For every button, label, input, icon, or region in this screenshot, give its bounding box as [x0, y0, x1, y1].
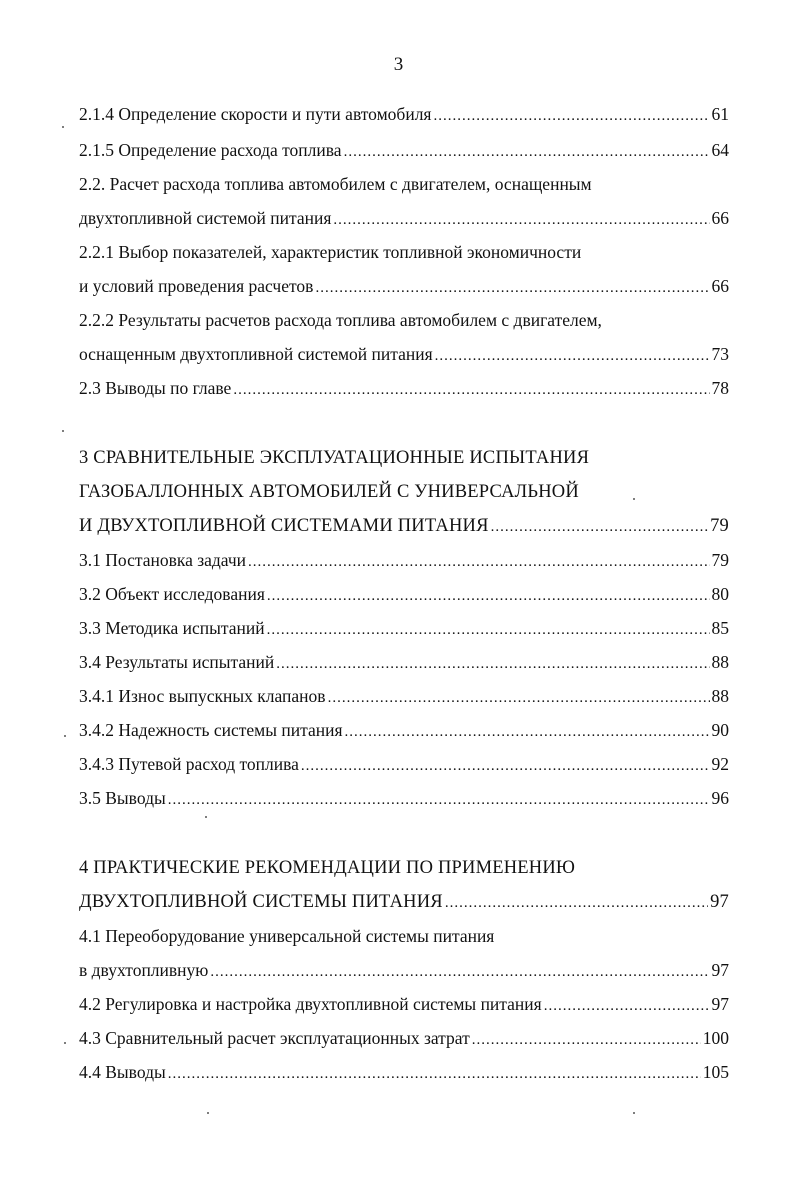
- dot-leader: [345, 719, 710, 745]
- toc-entry: [79, 581, 729, 607]
- toc-entry: [79, 1025, 729, 1051]
- toc-entry: [79, 751, 729, 777]
- toc-entry-title: в двухтопливную: [79, 960, 209, 980]
- toc-entry-title: оснащенным двухтопливной системой питания: [79, 344, 433, 364]
- toc-heading-line: [79, 923, 729, 949]
- dot-leader: [276, 651, 709, 677]
- toc-page-number: 97: [711, 994, 729, 1014]
- scan-speck: [62, 126, 64, 128]
- toc-heading-line: [79, 239, 729, 265]
- page-number: 3: [393, 54, 404, 75]
- toc-entry: [79, 785, 729, 811]
- dot-leader: [333, 207, 709, 233]
- toc-entry-title: 2.1.5 Определение расхода топлива: [79, 140, 342, 160]
- toc-page-number: 61: [711, 104, 729, 124]
- toc-page-number: 100: [702, 1028, 729, 1048]
- toc-entry: [79, 957, 729, 983]
- toc-entry: [79, 889, 729, 915]
- toc-entry: [79, 547, 729, 573]
- scan-speck: [205, 816, 207, 818]
- toc-page-number: 80: [711, 584, 729, 604]
- toc-entry-title: 3.4.3 Путевой расход топлива: [79, 754, 299, 774]
- toc-page-number: 73: [711, 344, 729, 364]
- toc-page-number: 66: [711, 208, 729, 228]
- toc-entry-title: 3.4 Результаты испытаний: [79, 652, 275, 672]
- toc-entry: [79, 101, 729, 127]
- toc-entry: [79, 991, 729, 1017]
- dot-leader: [472, 1027, 701, 1053]
- toc-heading-line: [79, 479, 729, 505]
- toc-entry-title: 2.2.2 Результаты расчетов расхода топлива автомобилем с двигателем,: [79, 310, 602, 330]
- toc-entry-title: 3.5 Выводы: [79, 788, 166, 808]
- toc-entry: [79, 137, 729, 163]
- toc-entry-title: 4.3 Сравнительный расчет эксплуатационных затрат: [79, 1028, 470, 1048]
- toc-entry: [79, 717, 729, 743]
- dot-leader: [445, 890, 708, 916]
- toc-heading-line: [79, 445, 729, 471]
- toc-entry-title: 3.2 Объект исследования: [79, 584, 265, 604]
- toc-entry-title: 3 СРАВНИТЕЛЬНЫЕ ЭКСПЛУАТАЦИОННЫЕ ИСПЫТАНИЯ: [79, 448, 590, 468]
- scan-speck: [64, 735, 66, 737]
- toc-page-number: 85: [711, 618, 729, 638]
- toc-entry-title: 4.2 Регулировка и настройка двухтопливной системы питания: [79, 994, 542, 1014]
- toc-heading-line: [79, 855, 729, 881]
- toc-entry-title: 4.1 Переоборудование универсальной системы питания: [79, 926, 495, 946]
- toc-entry-title: 3.4.2 Надежность системы питания: [79, 720, 343, 740]
- toc-entry-title: ДВУХТОПЛИВНОЙ СИСТЕМЫ ПИТАНИЯ: [79, 892, 443, 912]
- toc-entry-title: 4 ПРАКТИЧЕСКИЕ РЕКОМЕНДАЦИИ ПО ПРИМЕНЕНИЮ: [79, 858, 576, 878]
- toc-page-number: 88: [711, 652, 729, 672]
- toc-page-number: 88: [711, 686, 729, 706]
- toc-heading-line: [79, 171, 729, 197]
- scan-speck: [207, 1112, 209, 1114]
- toc-entry-title: 2.2. Расчет расхода топлива автомобилем с двигателем, оснащенным: [79, 174, 592, 194]
- toc-page-number: 90: [711, 720, 729, 740]
- dot-leader: [491, 514, 708, 540]
- scan-speck: [64, 1042, 66, 1044]
- toc-page-number: 64: [711, 140, 729, 160]
- toc-entry-title: 2.2.1 Выбор показателей, характеристик топливной экономичности: [79, 242, 582, 262]
- toc-page-number: 78: [711, 378, 729, 398]
- dot-leader: [344, 139, 710, 165]
- toc-entry-title: 3.3 Методика испытаний: [79, 618, 265, 638]
- scan-speck: [633, 1112, 635, 1114]
- toc-page-number: 105: [702, 1062, 729, 1082]
- toc-entry: [79, 683, 729, 709]
- toc-entry-title: 4.4 Выводы: [79, 1062, 166, 1082]
- toc-entry: [79, 649, 729, 675]
- dot-leader: [267, 583, 710, 609]
- dot-leader: [267, 617, 710, 643]
- dot-leader: [210, 959, 709, 985]
- scan-speck: [62, 430, 64, 432]
- toc-entry: [79, 615, 729, 641]
- dot-leader: [248, 549, 709, 575]
- toc-page-number: 79: [711, 550, 729, 570]
- dot-leader: [435, 343, 710, 369]
- toc-page-number: 66: [711, 276, 729, 296]
- toc-entry-title: И ДВУХТОПЛИВНОЙ СИСТЕМАМИ ПИТАНИЯ: [79, 516, 489, 536]
- toc-entry-title: и условий проведения расчетов: [79, 276, 314, 296]
- toc-entry: [79, 273, 729, 299]
- toc-page-number: 97: [710, 892, 729, 912]
- dot-leader: [315, 275, 709, 301]
- toc-entry-title: ГАЗОБАЛЛОННЫХ АВТОМОБИЛЕЙ С УНИВЕРСАЛЬНОЙ: [79, 482, 579, 502]
- toc-page-number: 97: [711, 960, 729, 980]
- toc-entry: [79, 375, 729, 401]
- dot-leader: [328, 685, 710, 711]
- toc-entry-title: 3.1 Постановка задачи: [79, 550, 247, 570]
- toc-page-number: 79: [710, 516, 729, 536]
- toc-entry: [79, 205, 729, 231]
- toc-entry-title: 2.1.4 Определение скорости и пути автомобиля: [79, 104, 432, 124]
- toc-page-number: 92: [711, 754, 729, 774]
- dot-leader: [233, 377, 709, 403]
- dot-leader: [168, 787, 710, 813]
- toc-entry-title: двухтопливной системой питания: [79, 208, 332, 228]
- dot-leader: [544, 993, 710, 1019]
- dot-leader: [301, 753, 710, 779]
- dot-leader: [433, 103, 709, 129]
- toc-entry: [79, 1059, 729, 1085]
- toc-entry: [79, 513, 729, 539]
- toc-entry-title: 2.3 Выводы по главе: [79, 378, 232, 398]
- toc-heading-line: [79, 307, 729, 333]
- dot-leader: [168, 1061, 701, 1087]
- scan-speck: [633, 498, 635, 500]
- toc-page-number: 96: [711, 788, 729, 808]
- toc-entry-title: 3.4.1 Износ выпускных клапанов: [79, 686, 326, 706]
- toc-entry: [79, 341, 729, 367]
